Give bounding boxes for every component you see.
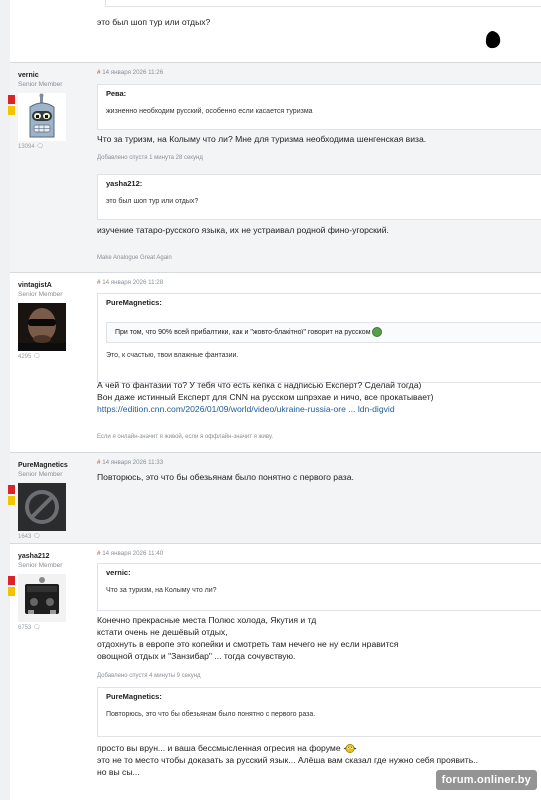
post-text-line: А чей то фантазии то? У тебя что есть кепка с надписью Експерт? Сделай тогда) (97, 380, 422, 390)
post-meta (97, 279, 163, 286)
post-count: 13094 🗨 (18, 144, 44, 150)
rank-bars (8, 576, 15, 598)
quote-author: vernic: (106, 568, 131, 577)
quote-author: PureMagnetics: (106, 692, 162, 701)
post-anchor[interactable]: # (97, 279, 101, 286)
edited-note: Добавлено спустя 1 минута 28 секунд (97, 155, 203, 161)
author-panel (18, 71, 93, 151)
post-text-line: овощной отдых и "Занзибар" ... тогда сочувствую. (97, 651, 296, 661)
post-date: 14 января 2026 11:28 (102, 279, 164, 286)
robot-avatar-icon (18, 93, 66, 141)
quote-block (97, 84, 541, 130)
post-text-segment: просто вы врун... и ваша бессмысленная огресия на форуме (97, 743, 341, 753)
post-meta (97, 459, 163, 466)
device-avatar-icon (18, 574, 66, 622)
post-date: 14 января 2026 11:33 (102, 459, 164, 466)
rank-bar-red (8, 95, 15, 104)
rank-bars (8, 485, 15, 507)
rank-bar-red (8, 576, 15, 585)
username[interactable]: vintagistA (18, 282, 52, 289)
post-date: 14 января 2026 11:26 (102, 69, 164, 76)
quote-author: PureMagnetics: (106, 298, 162, 307)
post-text-line (97, 742, 535, 754)
username[interactable]: PureMagnetics (18, 462, 68, 469)
post-text-line: Вон даже истинный Експерт для CNN на русском шпрэхае и ничо, все прокатывает) (97, 392, 434, 402)
user-rank: Senior Member (18, 291, 63, 298)
post-anchor[interactable]: # (97, 69, 101, 76)
post-puremagnetics (10, 453, 541, 543)
prohibited-avatar-icon (18, 483, 66, 531)
rank-bar-yellow (8, 496, 15, 505)
avatar[interactable] (18, 303, 66, 351)
post-count-value: 4295 (18, 354, 32, 360)
post-meta (97, 550, 163, 557)
post-count: 4295 🗨 (18, 354, 41, 360)
quote-block (97, 687, 541, 737)
post-text-line: Конечно прекрасные места Полюс холода, Якутия и тд (97, 615, 317, 625)
nested-quote (106, 322, 541, 343)
post-yasha212 (10, 544, 541, 800)
external-link[interactable]: https://edition.cnn.com/2026/01/09/world/video/ukraine-russia-ore ... ldn-digvid (97, 404, 395, 414)
rank-bars (8, 95, 15, 117)
signature: Make Analogue Great Again (97, 255, 172, 261)
rolling-eyes-emoji-icon (343, 744, 357, 753)
user-rank: Senior Member (18, 81, 63, 88)
post-text: Повторюсь, это что бы обезьянам было понятно с первого раза. (97, 472, 354, 482)
post-anchor[interactable]: # (97, 459, 101, 466)
quote-author: Рева: (106, 89, 127, 98)
post-text (97, 614, 535, 662)
post-text: это был шоп тур или отдых? (97, 17, 211, 27)
left-gutter (0, 0, 10, 800)
post-text-line: кстати очень не дешёвый отдых, (97, 627, 228, 637)
ink-blot-icon (483, 30, 503, 50)
post-count: 1643 🗨 (18, 534, 41, 540)
author-panel (18, 461, 93, 541)
nested-quote-text: При том, что 90% всей прибалтики, как и "жовто-блакітної" говорит на русском (115, 328, 371, 336)
person-avatar-icon (18, 303, 66, 351)
quote-block (97, 174, 541, 220)
post-text-line: отдохнуть в европе это копейки и смотреть там нечего не ну если нравится (97, 639, 399, 649)
site-watermark: forum.onliner.by (436, 770, 537, 790)
author-panel (18, 552, 93, 632)
post-vintagista (10, 273, 541, 452)
post-count-value: 13094 (18, 144, 35, 150)
quote-text: Это, к счастью, твои влажные фантазии. (106, 351, 239, 359)
post-text-line: это не то место чтобы доказать за русский язык... Алёша вам сказал где нужно себя проявить.. (97, 755, 478, 765)
user-rank: Senior Member (18, 562, 63, 569)
quote-tail (105, 0, 541, 7)
post-vernic (10, 63, 541, 272)
avatar[interactable] (18, 93, 66, 141)
post-count-value: 1643 (18, 534, 32, 540)
quote-block (97, 293, 541, 383)
quote-block (97, 563, 541, 611)
post-continuation (10, 0, 541, 62)
post-count-value: 6753 (18, 625, 32, 631)
avatar[interactable] (18, 483, 66, 531)
post-anchor[interactable]: # (97, 550, 101, 557)
avatar[interactable] (18, 574, 66, 622)
post-text: изучение татаро-русского языка, их не устраивал родной фино-угорский. (97, 225, 389, 235)
post-text-line: но вы сы... (97, 767, 140, 777)
quote-text: это был шоп тур или отдых? (106, 198, 199, 205)
quote-text: Что за туризм, на Колыму что ли? (106, 587, 217, 594)
post-text: Что за туризм, на Колыму что ли? Мне для туризма необходима шенгенская виза. (97, 134, 427, 144)
rank-bar-red (8, 485, 15, 494)
user-rank: Senior Member (18, 471, 63, 478)
signature: Если я онлайн-значит я живой, если я оффлайн-значит я живу. (97, 434, 274, 440)
smiley-icon (372, 327, 382, 337)
quote-text: жизненно необходим русский, особенно если касается туризма (106, 108, 313, 115)
username[interactable]: yasha212 (18, 553, 50, 560)
post-meta (97, 69, 163, 76)
edited-note: Добавлено спустя 4 минуты 9 секунд (97, 673, 201, 679)
username[interactable]: vernic (18, 72, 39, 79)
quote-text: Повторюсь, это что бы обезьянам было понятно с первого раза. (106, 711, 316, 718)
rank-bar-yellow (8, 106, 15, 115)
post-text (97, 379, 535, 415)
quote-author: yasha212: (106, 179, 143, 188)
post-date: 14 января 2026 11:40 (102, 550, 164, 557)
post-count: 6753 🗨 (18, 625, 41, 631)
author-panel (18, 281, 93, 361)
rank-bar-yellow (8, 587, 15, 596)
